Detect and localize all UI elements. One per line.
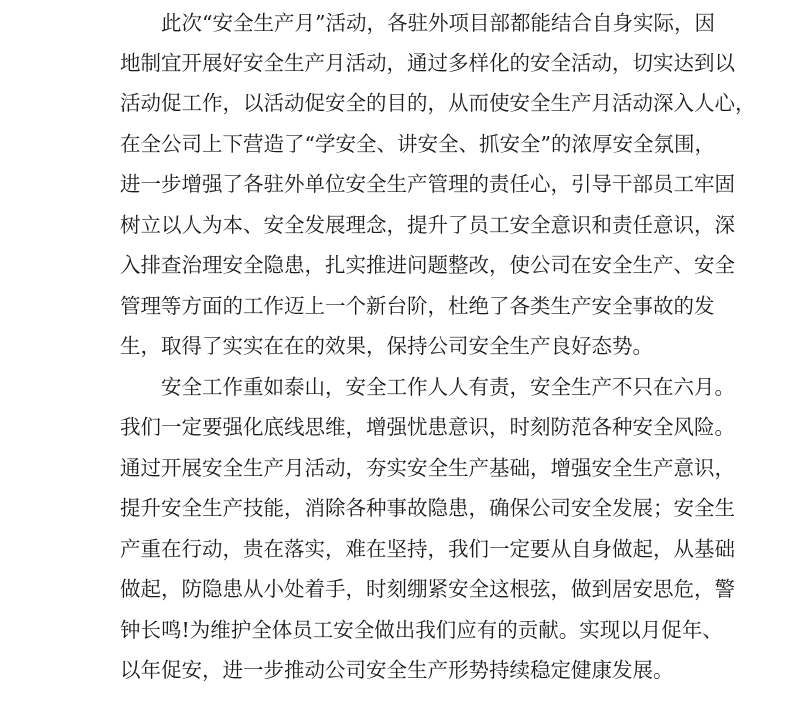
paragraph-line: 我们一定要强化底线思维，增强忧患意识，时刻防范各种安全风险。 [120, 415, 735, 439]
paragraph-line: 安全工作重如泰山，安全工作人人有责，安全生产不只在六月。 [161, 375, 735, 399]
paragraph-line: 做起，防隐患从小处着手，时刻绷紧安全这根弦，做到居安思危，警 [120, 577, 735, 601]
paragraph-line: 进一步增强了各驻外单位安全生产管理的责任心，引导干部员工牢固 [120, 172, 735, 196]
paragraph-line: 通过开展安全生产月活动，夯实安全生产基础，增强安全生产意识， [120, 456, 735, 480]
paragraph-line: 生，取得了实实在在的效果，保持公司安全生产良好态势。 [120, 334, 653, 358]
paragraph-line: 此次“安全生产月”活动，各驻外项目部都能结合自身实际，因 [161, 11, 715, 35]
paragraph-line: 钟长鸣!为维护全体员工安全做出我们应有的贡献。实现以月促年、 [120, 618, 723, 642]
paragraph-line: 树立以人为本、安全发展理念，提升了员工安全意识和责任意识，深 [120, 213, 735, 237]
paragraph-line: 入排查治理安全隐患，扎实推进问题整改，使公司在安全生产、安全 [120, 253, 735, 277]
paragraph-line: 管理等方面的工作迈上一个新台阶，杜绝了各类生产安全事故的发 [120, 294, 715, 318]
paragraph-line: 提升安全生产技能，消除各种事故隐患，确保公司安全发展；安全生 [120, 496, 735, 520]
paragraph-line: 以年促安，进一步推动公司安全生产形势持续稳定健康发展。 [120, 658, 674, 682]
paragraph-line: 产重在行动，贵在落实，难在坚持，我们一定要从自身做起，从基础 [120, 537, 735, 561]
paragraph-line: 活动促工作，以活动促安全的目的，从而使安全生产月活动深入人心， [120, 91, 756, 115]
paragraph-line: 在全公司上下营造了“学安全、讲安全、抓安全”的浓厚安全氛围， [120, 132, 715, 156]
paragraph-line: 地制宜开展好安全生产月活动，通过多样化的安全活动，切实达到以 [120, 51, 735, 75]
